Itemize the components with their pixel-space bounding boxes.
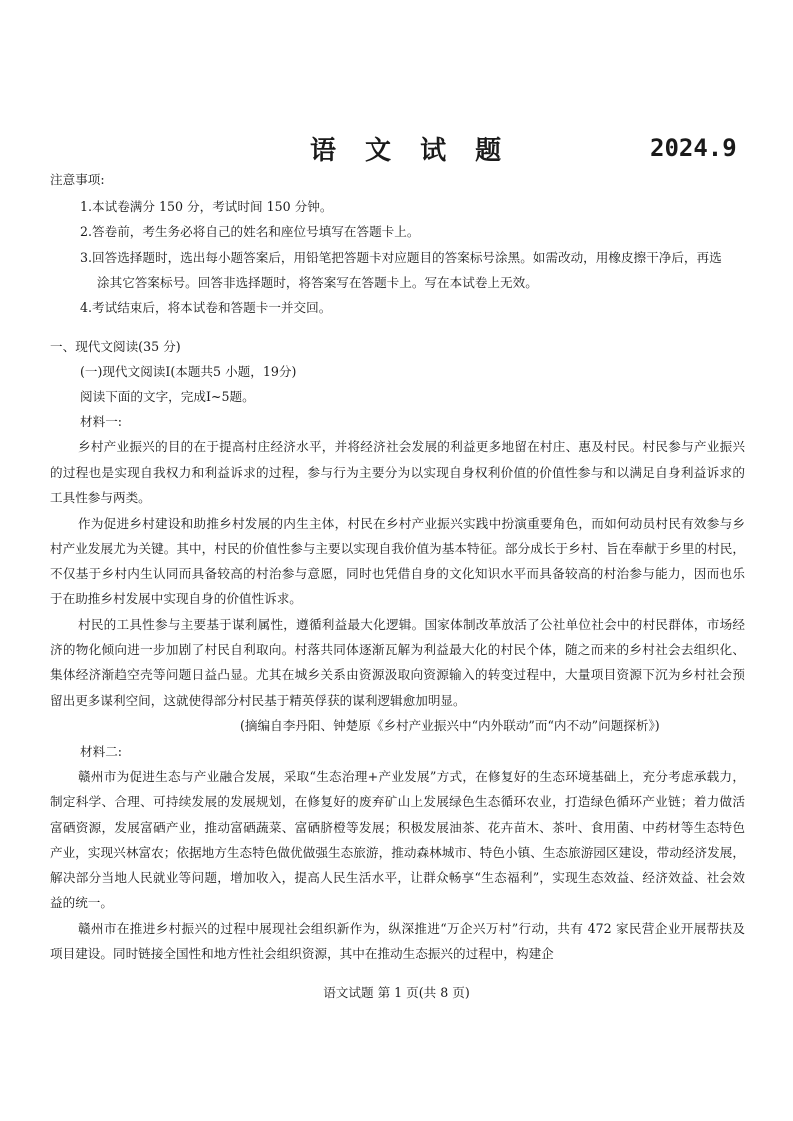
- paragraph-line: 富硒资源，发展富硒产业，推动富硒蔬菜、富硒脐橙等发展；积极发展油茶、花卉苗木、茶叶、食用菌、中药材等生态特色: [50, 820, 745, 835]
- notice-heading: 注意事项:: [50, 172, 105, 187]
- material-source: (摘编自李丹阳、钟楚原《乡村产业振兴中“内外联动”而“内不动”问题探析》): [240, 718, 660, 733]
- notice-item: 4.考试结束后，将本试卷和答题卡一并交回。: [80, 300, 332, 315]
- paragraph-line: 作为促进乡村建设和助推乡村发展的内生主体，村民在乡村产业振兴实践中扮演重要角色，而如何动员村民有效参与乡: [78, 516, 745, 531]
- paragraph-line: 赣州市为促进生态与产业融合发展，采取“生态治理+产业发展”方式，在修复好的生态环境基础上，充分考虑承载力，: [78, 769, 745, 784]
- paragraph-line: 村产业发展尤为关键。其中，村民的价值性参与主要以实现自我价值为基本特征。部分成长于乡村、旨在奉献于乡里的村民，: [50, 541, 745, 556]
- paragraph-line: 集体经济渐趋空壳等问题日益凸显。尤其在城乡关系由资源汲取向资源输入的转变过程中，大量项目资源下沉为乡村社会预: [50, 667, 745, 682]
- exam-date: 2024.9: [650, 134, 737, 162]
- paragraph-line: 于在助推乡村发展中实现自身的价值性诉求。: [50, 591, 302, 606]
- paragraph-line: 留出更多谋利空间，这就使得部分村民基于精英俘获的谋利逻辑愈加明显。: [50, 693, 466, 708]
- paragraph-line: 项目建设。同时链接全国性和地方性社会组织资源，其中在推动生态振兴的过程中，构建企: [50, 946, 554, 961]
- paragraph-line: 解决部分当地人民就业等问题，增加收入，提高人民生活水平，让群众畅享“生态福利”，实现生态效益、经济效益、社会效: [50, 870, 745, 885]
- paragraph-line: 产业，实现兴林富农；依据地方生态特色做优做强生态旅游，推动森林城市、特色小镇、生态旅游园区建设，带动经济发展，: [50, 845, 745, 860]
- paragraph-line: 制定科学、合理、可持续发展的发展规划，在修复好的废弃矿山上发展绿色生态循环农业，打造绿色循环产业链；着力做活: [50, 794, 745, 809]
- page-footer: 语文试题 第 1 页(共 8 页): [323, 985, 470, 1000]
- section-heading: 一、现代文阅读(35 分): [50, 339, 181, 354]
- paragraph-line: 赣州市在推进乡村振兴的过程中展现社会组织新作为，纵深推进“万企兴万村”行动，共有 472 家民营企业开展帮扶及: [78, 921, 745, 936]
- paragraph-line: 不仅基于乡村内生认同而具备较高的村治参与意愿，同时也凭借自身的文化知识水平而具备较高的村治参与能力，因而也乐: [50, 566, 745, 581]
- paragraph-line: 工具性参与两类。: [50, 490, 151, 505]
- paragraph-line: 乡村产业振兴的目的在于提高村庄经济水平，并将经济社会发展的利益更多地留在村庄、惠及村民。村民参与产业振兴: [78, 439, 745, 454]
- paragraph-line: 益的统一。: [50, 895, 113, 910]
- notice-item: 涂其它答案标号。回答非选择题时，将答案写在答题卡上。写在本试卷上无效。: [97, 275, 538, 290]
- notice-item: 2.答卷前，考生务必将自己的姓名和座位号填写在答题卡上。: [80, 224, 420, 239]
- notice-item: 3.回答选择题时，选出每小题答案后，用铅笔把答题卡对应题目的答案标号涂黑。如需改动，用橡皮擦干净后，再选: [80, 250, 722, 265]
- page-title: 语 文 试 题: [310, 136, 512, 166]
- notice-item: 1.本试卷满分 150 分，考试时间 150 分钟。: [80, 199, 333, 214]
- material-label: 材料一:: [80, 414, 123, 429]
- material-label: 材料二:: [80, 744, 123, 759]
- paragraph-line: 的过程也是实现自我权力和利益诉求的过程，参与行为主要分为以实现自身权利价值的价值性参与和以满足自身利益诉求的: [50, 465, 745, 480]
- instruction: 阅读下面的文字，完成Ⅰ~5题。: [80, 389, 255, 404]
- part-heading: (一)现代文阅读Ⅰ(本题共5 小题，19分): [80, 364, 297, 379]
- paragraph-line: 济的物化倾向进一步加剧了村民自利取向。村落共同体逐渐瓦解为利益最大化的村民个体，随之而来的乡村社会去组织化、: [50, 642, 745, 657]
- paragraph-line: 村民的工具性参与主要基于谋利属性，遵循利益最大化逻辑。国家体制改革放活了公社单位社会中的村民群体，市场经: [78, 617, 745, 632]
